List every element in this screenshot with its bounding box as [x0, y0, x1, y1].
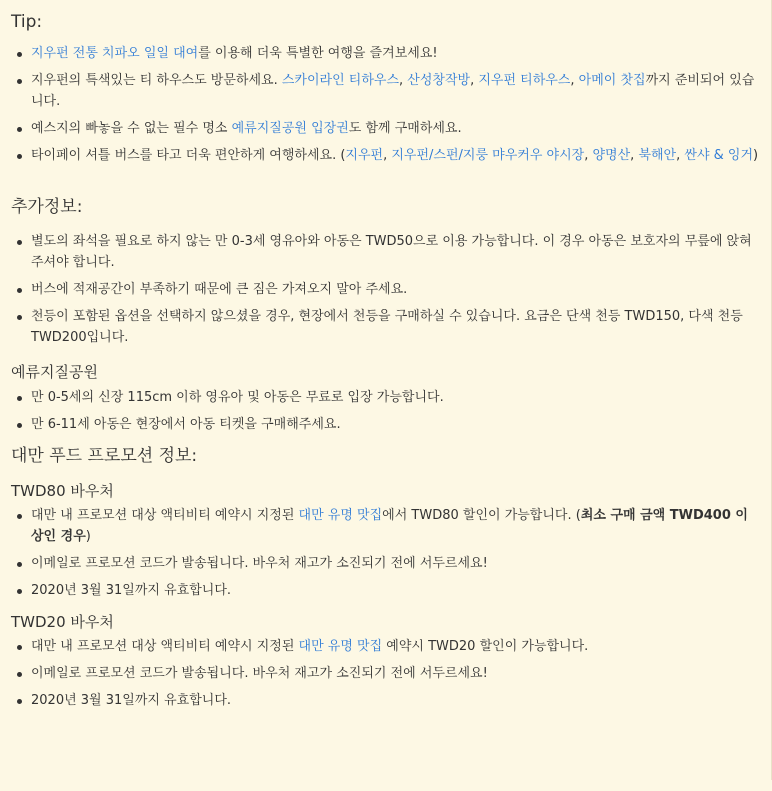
yehliu-ticket-link[interactable]: 예류지질공원 입장권 [231, 121, 349, 136]
text: ) [85, 529, 91, 544]
list-item [31, 43, 760, 64]
jiufen-shifen-keelung-link[interactable]: 지우펀/스펀/지룽 먀우커우 야시장 [391, 148, 585, 163]
text: 지우펀의 특색있는 티 하우스도 방문하세요. [31, 73, 282, 88]
separator: , [383, 148, 392, 163]
list-item [31, 145, 760, 166]
separator: , [630, 148, 639, 163]
amei-teahouse-link[interactable]: 아메이 찻집 [578, 73, 646, 88]
text: 예약시 TWD20 할인이 가능합니다. [382, 639, 589, 654]
north-coast-link[interactable]: 북해안 [638, 148, 677, 163]
text: 를 이용해 더욱 특별한 여행을 즐겨보세요! [198, 46, 438, 61]
yehliu-park-heading: 예류지질공원 [11, 363, 98, 381]
voucher-80-list [11, 505, 760, 601]
famous-restaurants-link[interactable]: 대만 유명 맛집 [298, 639, 383, 654]
separator: , [399, 73, 408, 88]
famous-restaurants-link[interactable]: 대만 유명 맛집 [298, 508, 383, 523]
yangmingshan-link[interactable]: 양명산 [592, 148, 631, 163]
list-item: 이메일로 프로모션 코드가 발송됩니다. 바우처 재고가 소진되기 전에 서두르세요! [31, 553, 760, 574]
sanxia-yingge-link[interactable]: 싼샤 & 잉거 [684, 148, 754, 163]
tip-list [11, 43, 760, 166]
separator: , [676, 148, 685, 163]
text: 타이페이 셔틀 버스를 타고 더욱 편안하게 여행하세요. ( [31, 148, 346, 163]
food-promotion-heading: 대만 푸드 프로모션 정보: [11, 446, 198, 466]
voucher-20-list [11, 636, 760, 711]
text: 에서 TWD80 할인이 가능합니다. ( [382, 508, 581, 523]
list-item [31, 505, 760, 547]
list-item: 이메일로 프로모션 코드가 발송됩니다. 바우처 재고가 소진되기 전에 서두르세요! [31, 663, 760, 684]
qipao-rental-link[interactable]: 지우펀 전통 치파오 일일 대여 [31, 46, 199, 61]
skyline-teahouse-link[interactable]: 스카이라인 티하우스 [281, 73, 399, 88]
extra-info-list [11, 231, 760, 348]
list-item [31, 118, 760, 139]
text: 예스지의 빠놓을 수 없는 필수 명소 [31, 121, 232, 136]
separator: , [470, 73, 479, 88]
list-item: 2020년 3월 31일까지 유효합니다. [31, 580, 760, 601]
list-item: 2020년 3월 31일까지 유효합니다. [31, 690, 760, 711]
list-item: 만 6-11세 아동은 현장에서 아동 티켓을 구매해주세요. [31, 414, 760, 435]
extra-info-heading: 추가정보: [11, 197, 83, 217]
jiufen-link[interactable]: 지우펀 [345, 148, 384, 163]
list-item: 만 0-5세의 신장 115cm 이하 영유아 및 아동은 무료로 입장 가능합니다. [31, 387, 760, 408]
text: ) [753, 148, 759, 163]
voucher-80-heading: TWD80 바우처 [11, 482, 114, 500]
text: 대만 내 프로모션 대상 액티비티 예약시 지정된 [31, 639, 299, 654]
separator: , [584, 148, 593, 163]
page [0, 11, 760, 791]
list-item [31, 636, 760, 657]
mountain-city-teahouse-link[interactable]: 산성창작방 [407, 73, 471, 88]
list-item: 천등이 포함된 옵션을 선택하지 않으셨을 경우, 현장에서 천등을 구매하실 수 있습니다. 요금은 단색 천등 TWD150, 다색 천등 TWD200입니다. [31, 306, 760, 348]
minimum-purchase-note: 최소 구매 금액 TWD400 이상인 경우 [31, 508, 748, 544]
text: 도 함께 구매하세요. [348, 121, 462, 136]
yehliu-park-list [11, 387, 760, 435]
separator: , [570, 73, 579, 88]
list-item: 버스에 적재공간이 부족하기 때문에 큰 짐은 가져오지 말아 주세요. [31, 279, 760, 300]
list-item [31, 70, 760, 112]
text: 까지 준비되어 있습니다. [31, 73, 755, 109]
tip-heading: Tip: [11, 12, 43, 32]
jiufen-teahouse-link[interactable]: 지우펀 티하우스 [478, 73, 571, 88]
list-item: 별도의 좌석을 필요로 하지 않는 만 0-3세 영유아와 아동은 TWD50으로 이용 가능합니다. 이 경우 아동은 보호자의 무릎에 앉혀 주셔야 합니다. [31, 231, 760, 273]
voucher-20-heading: TWD20 바우처 [11, 613, 114, 631]
text: 대만 내 프로모션 대상 액티비티 예약시 지정된 [31, 508, 299, 523]
